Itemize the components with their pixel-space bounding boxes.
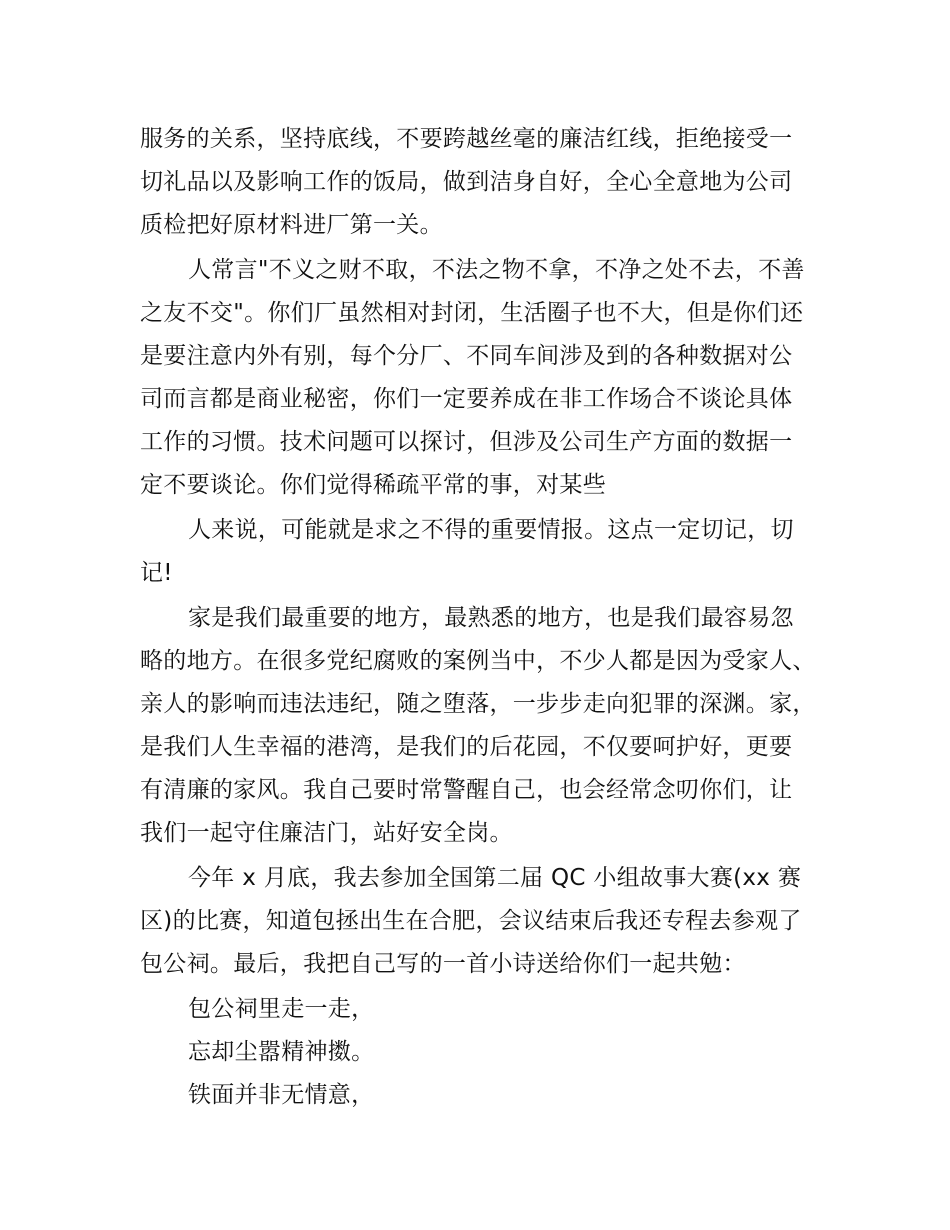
- text-line: 之友不交"。你们厂虽然相对封闭，生活圈子也不大，但是你们还: [140, 300, 804, 326]
- paragraph-start-line: 今年 x 月底，我去参加全国第二届 QC 小组故事大赛(xx 赛: [188, 865, 802, 891]
- paragraph-start-line: 人常言"不义之财不取，不法之物不拿，不净之处不去，不善: [188, 257, 805, 283]
- text-line: 切礼品以及影响工作的饭局，做到洁身自好，全心全意地为公司: [140, 169, 793, 195]
- text-line: 是我们人生幸福的港湾，是我们的后花园，不仅要呵护好，更要: [140, 734, 793, 760]
- paragraph-start-line: 家是我们最重要的地方，最熟悉的地方，也是我们最容易忽: [188, 605, 794, 631]
- text-line: 记!: [140, 560, 173, 586]
- text-line: 司而言都是商业秘密，你们一定要养成在非工作场合不谈论具体: [140, 386, 793, 412]
- poem-line: 铁面并非无情意，: [188, 1082, 375, 1108]
- poem-line: 包公祠里走一走，: [188, 996, 375, 1022]
- text-line: 质检把好原材料进厂第一关。: [140, 212, 443, 238]
- text-line: 我们一起守住廉洁门，站好安全岗。: [140, 820, 513, 846]
- text-line: 区)的比赛，知道包拯出生在合肥，会议结束后我还专程去参观了: [140, 908, 802, 934]
- text-line: 服务的关系，坚持底线，不要跨越丝毫的廉洁红线，拒绝接受一: [140, 126, 793, 152]
- text-line: 包公祠。最后，我把自己写的一首小诗送给你们一起共勉：: [140, 951, 746, 977]
- paragraph-start-line: 人来说，可能就是求之不得的重要情报。这点一定切记，切: [188, 517, 794, 543]
- text-line: 工作的习惯。技术问题可以探讨，但涉及公司生产方面的数据一: [140, 429, 793, 455]
- poem-line: 忘却尘嚣精神擞。: [188, 1039, 375, 1065]
- text-line: 定不要谈论。你们觉得稀疏平常的事，对某些: [140, 472, 606, 498]
- text-line: 有清廉的家风。我自己要时常警醒自己，也会经常念叨你们，让: [140, 777, 793, 803]
- text-line: 亲人的影响而违法违纪，随之堕落，一步步走向犯罪的深渊。家，: [140, 691, 816, 717]
- text-line: 是要注意内外有别，每个分厂、不同车间涉及到的各种数据对公: [140, 343, 793, 369]
- text-line: 略的地方。在很多党纪腐败的案例当中，不少人都是因为受家人、: [140, 648, 816, 674]
